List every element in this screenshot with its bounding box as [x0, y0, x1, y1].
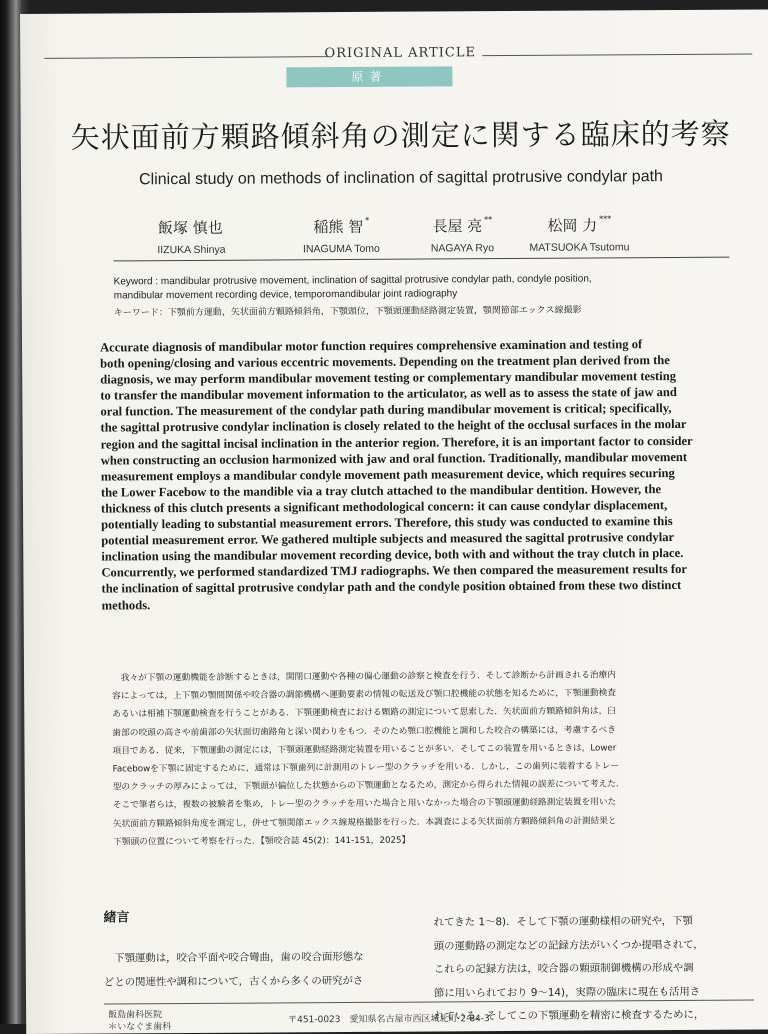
abstract-english	[100, 336, 742, 613]
body-line: どとの関連性や調和について，古くから多くの研究がさ	[104, 969, 424, 994]
abstract-line: measurement employs a mandibular condyle movement path measurement device, which requires securing	[101, 464, 741, 484]
abstract-ja-line: Facebowを下顎に固定するために，通常は下顎歯列に計測用のトレー型のクラッチを用いる．しかし，この歯列に装着するトレー	[113, 757, 741, 779]
abstract-line: methods.	[102, 593, 742, 613]
author-name-en: INAGUMA Tomo	[271, 243, 411, 256]
article-type: ORIGINAL ARTICLE	[20, 43, 768, 63]
body-line: これらの記録方法は，咬合器の顆頭制御機構の形成や調	[434, 957, 754, 982]
abstract-line: when constructing an occlusion harmonized with jaw and oral function. Traditionally, mandibular movement	[101, 448, 741, 468]
abstract-line: potentially leading to substantial measurement errors. Therefore, this study was conducted to examine this	[101, 513, 741, 533]
abstract-line: inclination using the mandibular movement recording device, both with and without the tray clutch in place.	[101, 545, 741, 565]
author-2	[271, 216, 411, 256]
abstract-line: potential measurement error. We gathered multiple subjects and measured the sagittal protrusive condylar	[101, 529, 741, 549]
keywords-japanese: キーワード：下顎前方運動，矢状面前方顆路傾斜角，下顎頭位，下顎頭運動経路測定装置，顎関節部エックス線撮影	[114, 303, 734, 321]
author-name-en: IIZUKA Shinya	[121, 244, 261, 257]
title-english: Clinical study on methods of inclination of sagittal protrusive condylar path	[21, 167, 768, 190]
author-name-ja: 松岡 力	[547, 216, 597, 234]
abstract-line: the Lower Facebow to the mandible via a tray clutch attached to the mandibular dentition. However, the	[101, 480, 741, 500]
body-line: 節に用いられており 9～14)，実際の臨床に現在も活用さ	[434, 980, 754, 1005]
abstract-line: oral function. The measurement of the condylar path during mandibular movement is critical; specifically,	[100, 400, 740, 420]
body-line: 下顎運動は，咬合平面や咬合彎曲，歯の咬合面形態な	[104, 946, 424, 971]
abstract-ja-line: 矢状面前方顆路傾斜角度を測定し，併せて顎関節エックス線規格撮影を行った．本調査による矢状面前方顆路傾斜角の計測結果と	[113, 811, 741, 833]
keyword-label: Keyword :	[114, 276, 159, 287]
abstract-line: thickness of this clutch presents a significant methodological concern: it can cause condylar displacement,	[101, 497, 741, 517]
keywords-line-1: mandibular protrusive movement, inclination of sagittal protrusive condylar path, condyle position,	[161, 274, 592, 288]
section-heading-introduction: 緒言	[103, 906, 129, 925]
article-type-badge: 原著	[286, 66, 452, 87]
abstract-ja-line: 項目である．従来，下顎運動の測定には，下顎頭運動経路測定装置を用いることが多い．そしてこの装置を用いるときは，Lower	[112, 738, 740, 760]
body-line: れている．そしてこの下顎運動を精密に検査するために，	[434, 1004, 754, 1029]
author-name-en: NAGAYA Ryo	[397, 242, 527, 255]
keywords-line-2: mandibular movement recording device, temporomandibular joint radiography	[114, 286, 694, 304]
abstract-ja-line: 型のクラッチの厚みによっては，下顎頭が偏位した状態からの下顎運動となるため，測定から得られた情報の誤差について考えた．	[113, 775, 741, 797]
body-column-left	[104, 946, 424, 995]
abstract-line: the inclination of sagittal protrusive condylar path and the condyle position obtained from these two distinct	[101, 577, 741, 597]
author-4	[499, 214, 659, 254]
affiliation-line-1: 飯島歯科医院	[108, 1009, 171, 1021]
abstract-line: Accurate diagnosis of mandibular motor function requires comprehensive examination and testing of	[100, 336, 740, 356]
abstract-ja-line: 下顎頭の位置について考察を行った．【顎咬合誌 45(2)：141-151，2025】	[113, 829, 741, 851]
author-mark: **	[484, 215, 492, 224]
title-japanese: 矢状面前方顆路傾斜角の測定に関する臨床的考察	[21, 111, 768, 157]
abstract-japanese	[112, 666, 741, 852]
abstract-ja-line: あるいは相補下顎運動検査を行うことがある．下顎運動検査における顆路の測定について思索した．矢状面前方顆路傾斜角は，臼	[112, 702, 740, 724]
author-name-ja: 稲熊 智	[313, 218, 363, 236]
author-name-ja: 長屋 亮	[432, 217, 482, 235]
author-mark: ***	[599, 214, 611, 223]
abstract-line: region and the sagittal incisal inclination in the anterior region. Therefore, it is an important factor to consider	[101, 432, 741, 452]
abstract-ja-line: 我々が下顎の運動機能を診断するときは，開閉口運動や各種の偏心運動の診察と検査を行う．そして診断から計画される治療内	[112, 666, 740, 688]
keyword-rule	[114, 257, 730, 262]
footer-address: 〒451-0023 愛知県名古屋市西区城北町 2-84-3	[288, 1011, 490, 1025]
abstract-line: diagnosis, we may perform mandibular movement testing or complementary mandibular movement testing	[100, 368, 740, 388]
abstract-ja-line: 歯部の咬頭の高さや前歯部の矢状面切歯路角と深い関わりをもつ．そのため顎口腔機能と調和した咬合の構築には，考慮するべき	[112, 720, 740, 742]
abstract-line: the sagittal protrusive condylar inclination is closely related to the height of the occlusal surfaces in the molar	[100, 416, 740, 436]
body-line: 頭の運動路の測定などの記録方法がいくつか提唱されて，	[434, 933, 754, 958]
abstract-line: Concurrently, we performed standardized TMJ radiographs. We then compared the measurement results for	[101, 561, 741, 581]
footer-affiliation	[108, 1009, 171, 1033]
affiliation-line-2: ＊いなぐま歯科	[108, 1021, 171, 1033]
author-name-ja: 飯塚 慎也	[158, 219, 223, 237]
author-name-en: MATSUOKA Tsutomu	[499, 241, 659, 254]
body-line: れてきた 1～8)．そして下顎の運動様相の研究や，下顎	[433, 910, 753, 935]
abstract-line: both opening/closing and various eccentric movements. Depending on the treatment plan derived from the	[100, 352, 740, 372]
abstract-ja-line: 容によっては，上下顎の顎間関係や咬合器の調節機構へ運動要素の情報の転送及び顎口腔機能の状態を知るために，下顎運動検査	[112, 684, 740, 706]
keywords-english	[114, 272, 694, 304]
author-mark: *	[365, 216, 369, 225]
abstract-ja-line: そこで筆者らは，複数の被験者を集め，トレー型のクラッチを用いた場合と用いなかった場合の下顎頭運動経路測定装置を用いた	[113, 793, 741, 815]
author-1	[121, 217, 261, 257]
abstract-line: to transfer the mandibular movement information to the articulator, as well as to assess the state of jaw and	[100, 384, 740, 404]
journal-page	[20, 9, 768, 1034]
